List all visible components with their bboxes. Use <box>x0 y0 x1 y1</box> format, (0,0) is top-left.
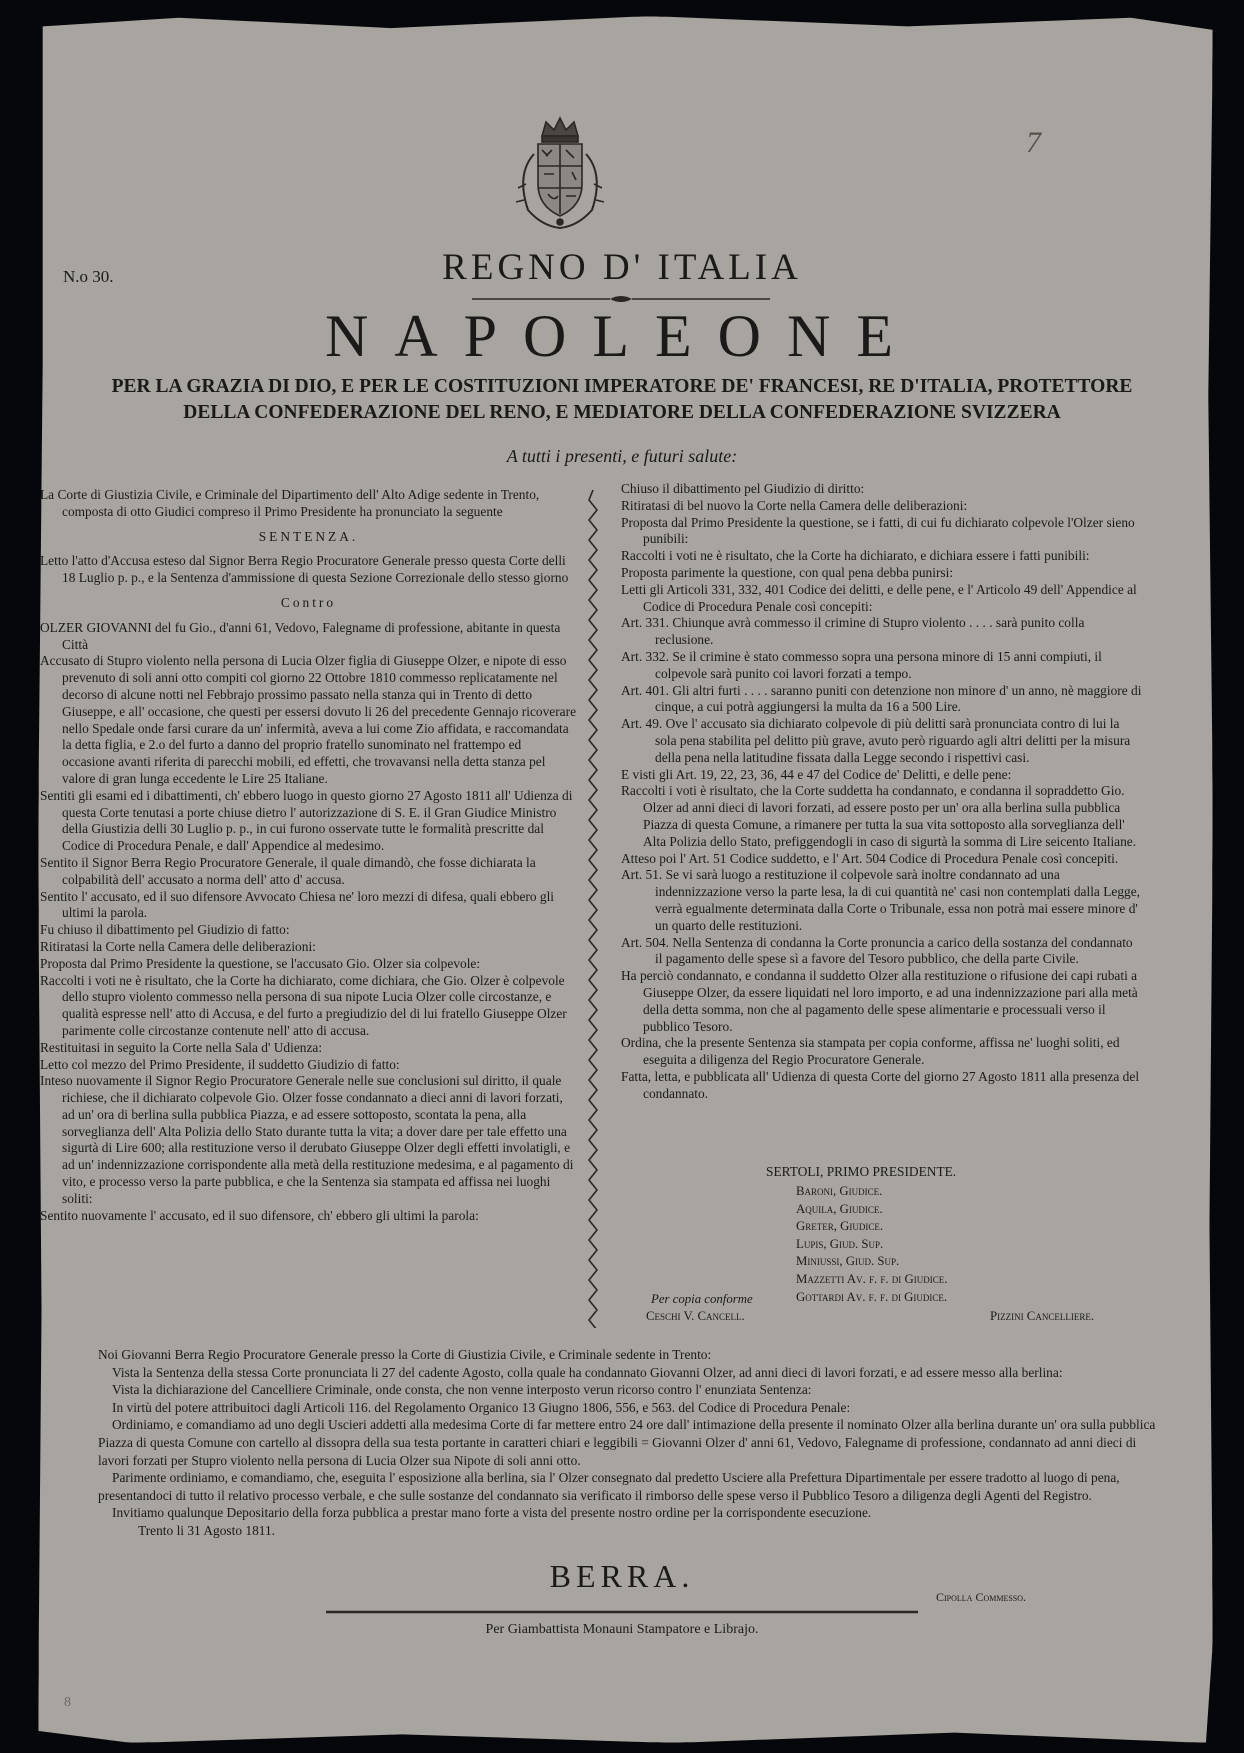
order-paragraph: Vista la dichiarazione del Cancelliere Criminale, onde consta, che non venne interposto verun ricorso contro l' enunziata Sentenza: <box>112 1382 812 1398</box>
sentence-paragraph: Letto l'atto d'Accusa esteso dal Signor Berra Regio Procuratore Generale presso questa Corte delli 18 Luglio p. p., e la Sentenza d'ammissione di questa Sezione Correzionale dello stesso giorno <box>40 553 569 586</box>
sentence-paragraph: Ritiratasi di bel nuovo la Corte nella Camera delle deliberazioni: <box>621 497 968 513</box>
sentence-paragraph: Ritiratasi la Corte nella Camera delle deliberazioni: <box>40 938 316 954</box>
sentence-paragraph: Proposta parimente la questione, con qual pena debba punirsi: <box>621 564 954 580</box>
left-column <box>40 487 577 1224</box>
order-paragraph: Invitiamo qualunque Depositario della forza pubblica a prestar mano forte a vista del presente nostro ordine per la corrispondente esecuzione. <box>112 1505 872 1521</box>
article-paragraph: Art. 504. Nella Sentenza di condanna la Corte pronuncia a carico della sostanza del condannato il pagamento delle spese sì a favore del Tesoro pubblico, che della parte Civile. <box>621 934 1133 967</box>
judge-signature: Baroni, Giudice. <box>796 1184 883 1198</box>
article-paragraph: Art. 51. Se vi sarà luogo a restituzione il colpevole sarà inoltre condannato ad una indennizzazione verso la parte lesa, la di cui quantità ne' casi non contemplati dalla Legge, verrà egualmente determinata dalla Corte o Tribunale, essa non potrà mai essere minore d' un quarto delle restituzioni. <box>621 867 1141 933</box>
article-paragraph: Art. 331. Chiunque avrà commesso il crimine di Stupro violento . . . . sarà punito colla reclusione. <box>621 615 1085 648</box>
judge-signature: Miniussi, Giud. Sup. <box>796 1254 900 1269</box>
order-paragraph: Vista la Sentenza della stessa Corte pronunciata li 27 del cadente Agosto, colla quale ha condannato Giovanni Olzer, ad anni dieci di lavori forzati, e ad essere messo alla berlina: <box>112 1364 1063 1380</box>
sentence-paragraph: Chiuso il dibattimento pel Giudizio di diritto: <box>621 481 865 496</box>
margin-mark: 8 <box>64 1695 71 1710</box>
sentence-paragraph: Restituitasi in seguito la Corte nella Sala d' Udienza: <box>40 1039 323 1055</box>
chancellor-signature: Pizzini Cancelliere. <box>990 1309 1095 1323</box>
article-paragraph: Art. 401. Gli altri furti . . . . saranno puniti con detenzione non minore d' un anno, nè maggiore di cinque, a cui potrà aggiungersi la multa da 16 a 500 Lire. <box>621 682 1142 715</box>
titles-line-1: PER LA GRAZIA DI DIO, E PER LE COSTITUZIONI IMPERATORE DE' FRANCESI, RE D'ITALIA, PROTETTORE <box>111 376 1133 397</box>
judge-signature: Gottardi Av. f. f. di Giudice. <box>796 1289 948 1304</box>
sentence-paragraph: Sentiti gli esami ed i dibattimenti, ch' ebbero luogo in questo giorno 27 Agosto 1811 all' Udienza di questa Corte tenutasi a porte chiuse dietro l' autorizzazione di S. E. il Gran Giudice Ministro della Giustizia delli 30 Luglio p. p., in cui furono osservate tutte le formalità prescritte dal Codice di Procedura Penale, e dall' Appendice al medesimo. <box>40 787 573 854</box>
sentence-paragraph: Letto col mezzo del Primo Presidente, il suddetto Giudizio di fatto: <box>40 1056 400 1072</box>
salutation: A tutti i presenti, e futuri salute: <box>506 446 738 466</box>
sentence-paragraph: Ordina, che la presente Sentenza sia stampata per copia conforme, affissa ne' luoghi soliti, ed eseguita a diligenza del Regio Procuratore Generale. <box>621 1035 1120 1068</box>
judge-signature: Aquila, Giudice. <box>796 1201 883 1216</box>
procurator-order <box>98 1346 1158 1540</box>
sentence-paragraph: Inteso nuovamente il Signor Regio Procuratore Generale nelle sue conclusioni sul diritto, il quale richiese, che il dichiarato colpevole Gio. Olzer fosse condannato a dieci anni di lavori forzati, ad un' ora di berlina sulla pubblica Piazza, e ad essere sottoposto, scontata la pena, alla sorveglianza dell' Alta Polizia dello Stato durante tutta la vita; a dover dare per tale effetto una sigurtà di Lire 600; alla restituzione verso il derubato Giuseppe Olzer degli effetti involatigli, e ad un' indennizzazione corrispondente alla metà della restituzione medesima, e al pagamento di vito, e processo verso la parte pubblica, e che la Sentenza sia stampata ed affissa nei luoghi soliti: <box>40 1073 574 1206</box>
kingdom-title: REGNO D' ITALIA <box>442 247 802 288</box>
sentence-paragraph: Raccolti i voti ne è risultato, che la Corte ha dichiarato, come dichiara, che Gio. Olzer è colpevole dello stupro violento commesso nella persona di sua nipote Lucia Olzer colle circostanze, e qualità espresse nell' atto di Accusa, e del furto a pregiudizio del di lui fratello Giuseppe Olzer parimente colle circostanze contenute nell' atto di accusa. <box>40 972 567 1038</box>
sentence-paragraph: Fu chiuso il dibattimento pel Giudizio di fatto: <box>40 922 290 938</box>
handwritten-mark: 7 <box>1026 126 1041 159</box>
section-heading: Contro <box>280 594 337 610</box>
order-paragraph: Ordiniamo, e comandiamo ad uno degli Uscieri addetti alla medesima Corte di far mettere entro 24 ore dall' intimazione della presente il nominato Olzer alla berlina durante un' ora sulla pubblica Piazza di questa Comune con cartello al dissopra della sua testa portante in caratteri chiari e leggibili = Giovanni Olzer d' anni 61, Vedovo, Falegname di professione, condannato ad anni dieci di lavori forzati per Stupro violento nella persona di Lucia Olzer sua Nipote di soli anni otto. <box>98 1417 1156 1468</box>
sentence-paragraph: Atteso poi l' Art. 51 Codice suddetto, e l' Art. 504 Codice di Procedura Penale così concepiti. <box>621 850 1119 866</box>
sentence-paragraph: OLZER GIOVANNI del fu Gio., d'anni 61, Vedovo, Falegname di professione, abitante in questa Città <box>40 619 561 652</box>
order-paragraph: Noi Giovanni Berra Regio Procuratore Generale presso la Corte di Giustizia Civile, e Criminale sedente in Trento: <box>98 1347 712 1362</box>
footer-rule <box>326 1608 918 1616</box>
article-paragraph: Art. 49. Ove l' accusato sia dichiarato colpevole di più delitti sarà pronunciata contro di lui la sola pena stabilita pel delitto più grave, avuto però riguardo agli altri delitti per la misura della pena nella latitudine fissata dalla Legge secondo i rispettivi casi. <box>621 716 1131 765</box>
royal-coat-of-arms-icon <box>512 114 608 232</box>
edict-number: N.o 30. <box>63 267 114 286</box>
section-heading: SENTENZA. <box>258 528 359 544</box>
clerk-signature: Cipolla Commesso. <box>936 1590 1027 1604</box>
copy-signer: Ceschi V. Cancell. <box>646 1309 745 1323</box>
order-paragraph: Trento li 31 Agosto 1811. <box>138 1522 276 1538</box>
printer-imprint: Per Giambattista Monauni Stampatore e Librajo. <box>485 1622 759 1637</box>
sentence-paragraph: Proposta dal Primo Presidente la questione, se l'accusato Gio. Olzer sia colpevole: <box>40 955 481 971</box>
sentence-paragraph: Sentito nuovamente l' accusato, ed il suo difensore, ch' ebbero gli ultimi la parola: <box>40 1207 479 1223</box>
judge-signature: Lupis, Giud. Sup. <box>796 1236 884 1251</box>
procurator-signature: BERRA. <box>549 1558 695 1594</box>
judge-signature: Greter, Giudice. <box>796 1219 884 1234</box>
sentence-paragraph: Accusato di Stupro violento nella persona di Lucia Olzer figlia di Giuseppe Olzer, e nipote di esso prevenuto di soli anni otto compiti col giorno 22 Ottobre 1810 commesso replicatamente nel decorso di alcune notti nel Febbrajo prossimo passato nella stanza qui in Trento di detto Giuseppe, e all' occasione, che questi per essersi dovuto li 26 del precedente Gennajo ricoverare nello Spedale onde farsi curare da un' infermità, aveva a lui come Zio affidata, e raccomandata la detta figlia, e 2.o del furto a danno del proprio fratello sunominato nel frattempo ed occasione avanti riferita di parecchi mobili, ed effetti, che trovavansi nella detta stanza pel valore di gran lunga eccedente le Lire 25 Italiane. <box>40 653 577 786</box>
titles-line-2: DELLA CONFEDERAZIONE DEL RENO, E MEDIATORE DELLA CONFEDERAZIONE SVIZZERA <box>183 402 1061 423</box>
sentence-paragraph: Raccolti i voti è risultato, che la Corte suddetta ha condannato, e condanna il sopraddetto Gio. Olzer ad anni dieci di lavori forzati, ad essere posto per un' ora alla berlina sulla pubblica Piazza di questa Comune, a rimanere per tutta la sua vita sottoposto alla sorveglianza dell' Alta Polizia dello Stato, prefiggendogli in caso di sigurtà la somma di Lire seicento Italiane. <box>621 783 1137 849</box>
order-paragraph: Parimente ordiniamo, e comandiamo, che, eseguita l' esposizione alla berlina, sia l' Olzer consegnato dal predetto Usciere alla Prefettura Dipartimentale per essere tradotto al luogo di pena, presentandoci di tutto il relativo processo verbale, e che sulle sostanze del condannato sia verificato il rimborso delle spese verso il Pubblico Tesoro a diligenza degli Agenti del Registro. <box>98 1470 1120 1503</box>
column-divider-ornament <box>587 490 599 1328</box>
copy-note: Per copia conforme <box>651 1292 753 1306</box>
sentence-paragraph: E visti gli Art. 19, 22, 23, 36, 44 e 47 del Codice de' Delitti, e delle pene: <box>621 766 1012 782</box>
article-paragraph: Art. 332. Se il crimine è stato commesso sopra una persona minore di 15 anni compiuti, il colpevole sarà punito coi lavori forzati a tempo. <box>621 648 1102 681</box>
order-paragraph: In virtù del potere attribuitoci dagli Articoli 116. del Regolamento Organico 13 Giugno 1806, 556, e 563. del Codice di Procedura Penale: <box>112 1399 851 1415</box>
sentence-paragraph: Letti gli Articoli 331, 332, 401 Codice dei delitti, e delle pene, e l' Articolo 49 dell' Appendice al Codice di Procedura Penale così concepiti: <box>621 581 1137 614</box>
sentence-paragraph: Fatta, letta, e pubblicata all' Udienza di questa Corte del giorno 27 Agosto 1811 alla presenza del condannato. <box>621 1068 1140 1101</box>
judges-list <box>796 1183 1016 1306</box>
sentence-paragraph: Ha perciò condannato, e condanna il suddetto Olzer alla restituzione o rifusione dei capi rubati a Giuseppe Olzer, da essere liquidati nel loro importo, e ad una indennizzazione pari alla metà della detta somma, non che al pagamento delle spese alimentarie e processuali verso il pubblico Tesoro. <box>621 968 1138 1034</box>
sentence-paragraph: Proposta dal Primo Presidente la questione, se i fatti, di cui fu dichiarato colpevole l'Olzer sieno punibili: <box>621 514 1135 547</box>
president-signature: SERTOLI, PRIMO PRESIDENTE. <box>766 1164 957 1179</box>
judge-signature: Mazzetti Av. f. f. di Giudice. <box>796 1271 948 1286</box>
sentence-paragraph: Sentito l' accusato, ed il suo difensore Avvocato Chiesa ne' loro mezzi di difesa, quali ebbero gli ultimi la parola. <box>40 888 555 921</box>
sentence-paragraph: Raccolti i voti ne è risultato, che la Corte ha dichiarato, e dichiara essere i fatti punibili: <box>621 548 1090 564</box>
emperor-name: NAPOLEONE <box>325 303 919 369</box>
sentence-paragraph: Sentito il Signor Berra Regio Procuratore Generale, il quale dimandò, che fosse dichiarata la colpabilità dell' accusato a norma dell' atto d' accusa. <box>40 854 536 887</box>
right-column <box>621 481 1142 1102</box>
sentence-paragraph: La Corte di Giustizia Civile, e Criminale del Dipartimento dell' Alto Adige sedente in Trento, composta di otto Giudici compreso il Primo Presidente ha pronunciato la seguente <box>40 487 540 519</box>
